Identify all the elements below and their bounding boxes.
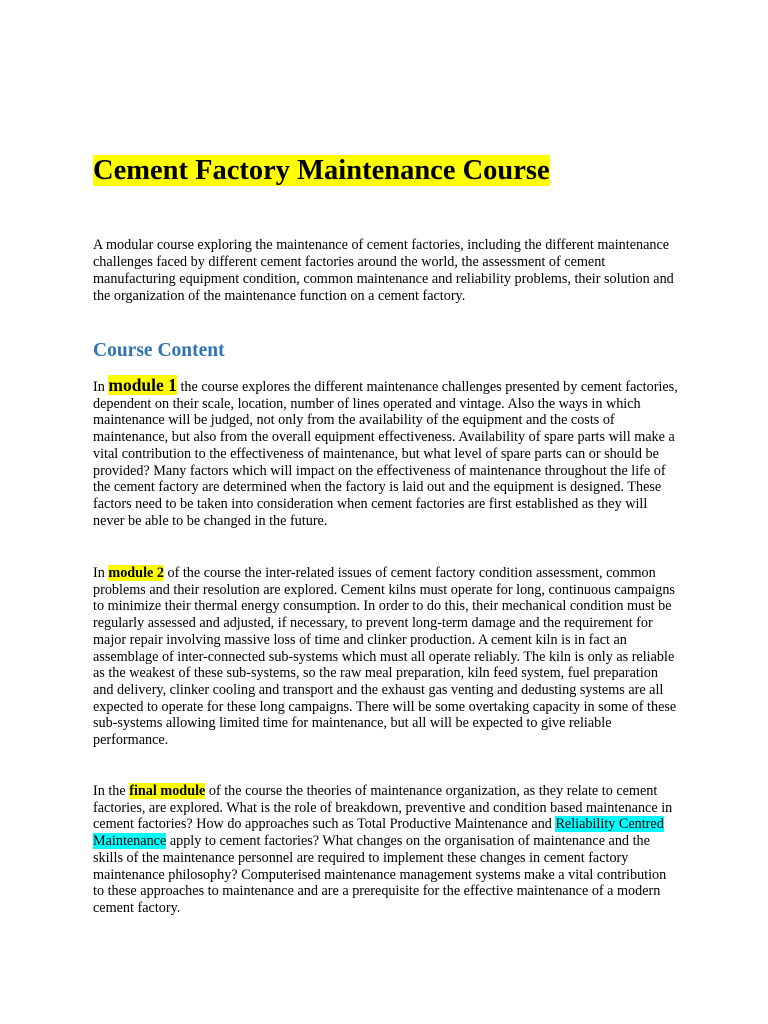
module-2-highlight: module 2 (108, 565, 164, 581)
section-heading-course-content: Course Content (93, 340, 225, 361)
final-module-highlight: final module (129, 783, 206, 799)
title-highlight: Cement Factory Maintenance Course (93, 155, 550, 186)
paragraph-prefix: In the (93, 783, 130, 799)
paragraph-module-1 (93, 377, 678, 529)
intro-paragraph: A modular course exploring the maintenance of cement factories, including the different maintenance challenges faced by different cement factories around the world, the assessment of cement manufacturing equipment condition, common maintenance and reliability problems, their solution and the organization of the maintenance function on a cement factory. (93, 237, 674, 304)
paragraph-text: the course explores the different maintenance challenges presented by cement factories, dependent on their scale, location, number of lines operated and vintage. Also the ways in which maintenance will be judged, not only from the availability of the equipment and the costs of maintenance, but also from the overall equipment effectiveness. Availability of spare parts will make a vital contribution to the effectiveness of maintenance, but what level of spare parts can or should be provided? Many factors which will impact on the effectiveness of maintenance throughout the life of the cement factory are determined when the factory is laid out and the equipment is designed. These factors need to be taken into consideration when cement factories are first established as they will never be able to be changed in the future. (93, 379, 678, 529)
paragraph-prefix: In (93, 565, 109, 581)
paragraph-module-2 (93, 565, 678, 749)
paragraph-text-a: of the course the theories of maintenance organization, as they relate to cement factories, are explored. What is the role of breakdown, preventive and condition based maintenance in cement factories? How do approaches such as Total Productive Maintenance and (93, 783, 673, 833)
document-title (93, 152, 550, 190)
module-1-highlight: module 1 (108, 375, 177, 395)
paragraph-final-module (93, 783, 678, 917)
paragraph-prefix: In (93, 379, 109, 395)
rcm-highlight: Reliability Centred Maintenance (93, 816, 664, 850)
paragraph-text: of the course the inter-related issues of cement factory condition assessment, common problems and their resolution are explored. Cement kilns must operate for long, continuous campaigns to minimize their thermal energy consumption. In order to do this, their mechanical condition must be regularly assessed and adjusted, if necessary, to prevent long-term damage and the requirement for major repair involving massive loss of time and clinker production. A cement kiln is in fact an assemblage of inter-connected sub-systems which must all operate reliably. The kiln is only as reliable as the weakest of these sub-systems, so the raw meal preparation, kiln feed system, fuel preparation and delivery, clinker cooling and transport and the exhaust gas venting and dedusting systems are all expected to operate for these long campaigns. There will be some overtaking capacity in some of these sub-systems allowing limited time for maintenance, but all will be expected to give reliable performance. (93, 565, 677, 749)
paragraph-text-b: apply to cement factories? What changes on the organisation of maintenance and the skills of the maintenance personnel are required to implement these changes in cement factory maintenance philosophy? Computerised maintenance management systems make a vital contribution to these approaches to maintenance and are a prerequisite for the effective maintenance of a modern cement factory. (93, 833, 667, 916)
